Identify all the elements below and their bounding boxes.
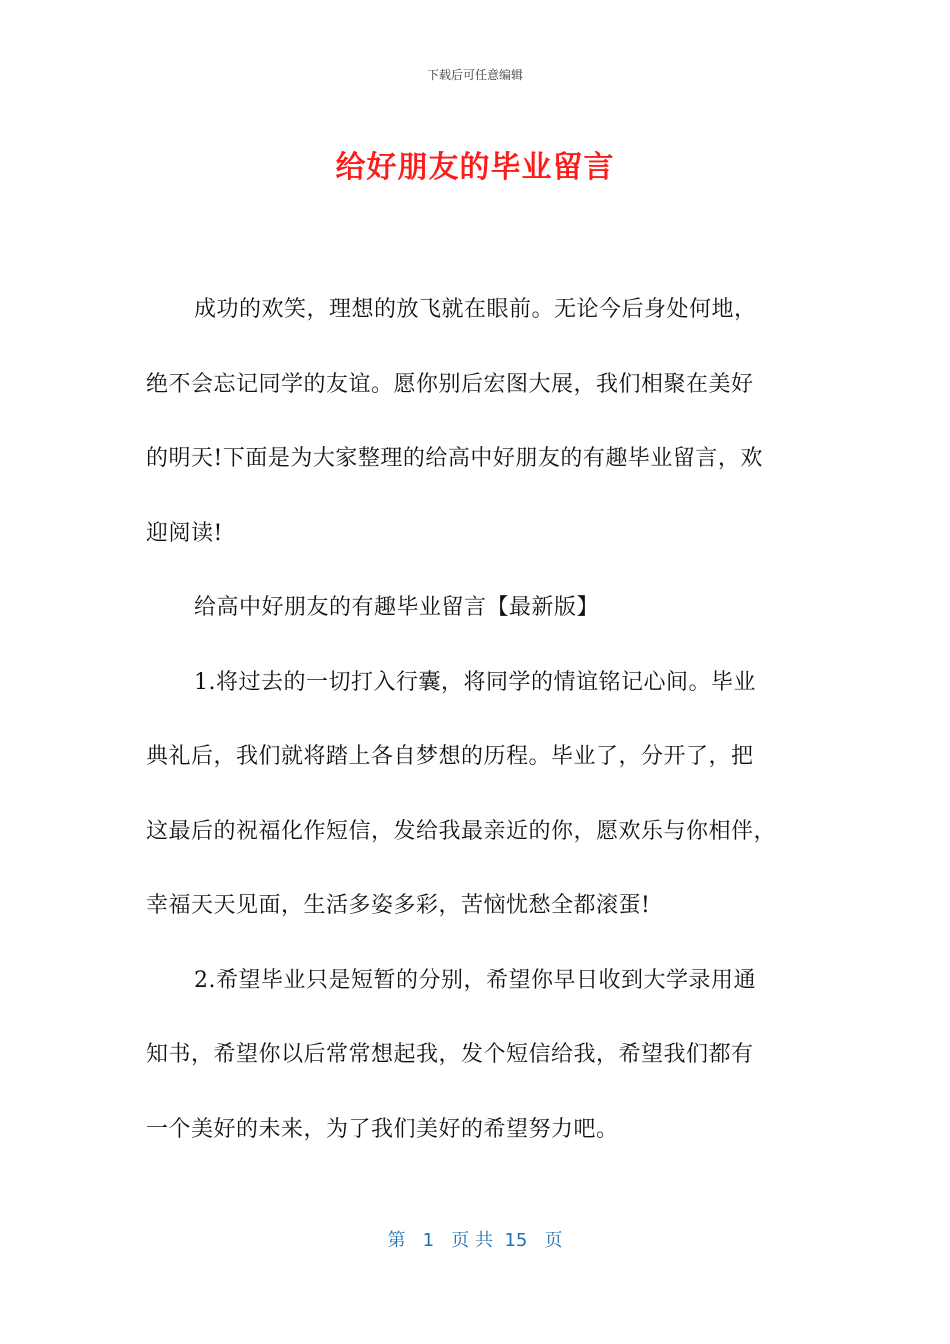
- text-line: 幸福天天见面，生活多姿多彩，苦恼忧愁全都滚蛋!: [146, 893, 651, 918]
- text-line: 的明天!下面是为大家整理的给高中好朋友的有趣毕业留言，欢: [146, 446, 763, 471]
- text-line: 这最后的祝福化作短信，发给我最亲近的你，愿欢乐与你相伴，: [146, 818, 777, 844]
- text-line: 知书，希望你以后常常想起我，发个短信给我，希望我们都有: [146, 1042, 754, 1067]
- text-line: 绝不会忘记同学的友谊。愿你别后宏图大展，我们相聚在美好: [146, 371, 754, 397]
- text-line: 2.希望毕业只是短暂的分别，希望你早日收到大学录用通: [194, 967, 756, 993]
- document-body: [146, 273, 806, 1167]
- section-heading: [146, 571, 806, 646]
- text-line: 成功的欢笑，理想的放飞就在眼前。无论今后身处何地，: [194, 297, 757, 322]
- text-line: 迎阅读!: [146, 520, 223, 546]
- footer-suffix: 页: [544, 1230, 563, 1251]
- paragraph-item-1: [146, 646, 806, 944]
- header-note: 下载后可任意编辑: [426, 68, 523, 82]
- footer-middle: 页 共: [451, 1230, 493, 1251]
- text-line: 典礼后，我们就将踏上各自梦想的历程。毕业了，分开了，把: [146, 744, 754, 769]
- text-line: 一个美好的未来，为了我们美好的希望努力吧。: [146, 1116, 619, 1142]
- document-title: 给好朋友的毕业留言: [335, 150, 615, 185]
- page-footer: [0, 1226, 950, 1252]
- footer-current-page: 1: [422, 1230, 435, 1251]
- paragraph-item-2: [146, 944, 806, 1168]
- paragraph-intro: [146, 273, 806, 571]
- text-line: 1.将过去的一切打入行囊，将同学的情谊铭记心间。毕业: [194, 669, 756, 695]
- footer-total-pages: 15: [504, 1230, 528, 1251]
- text-line: 给高中好朋友的有趣毕业留言【最新版】: [194, 595, 600, 620]
- footer-prefix: 第: [387, 1230, 406, 1251]
